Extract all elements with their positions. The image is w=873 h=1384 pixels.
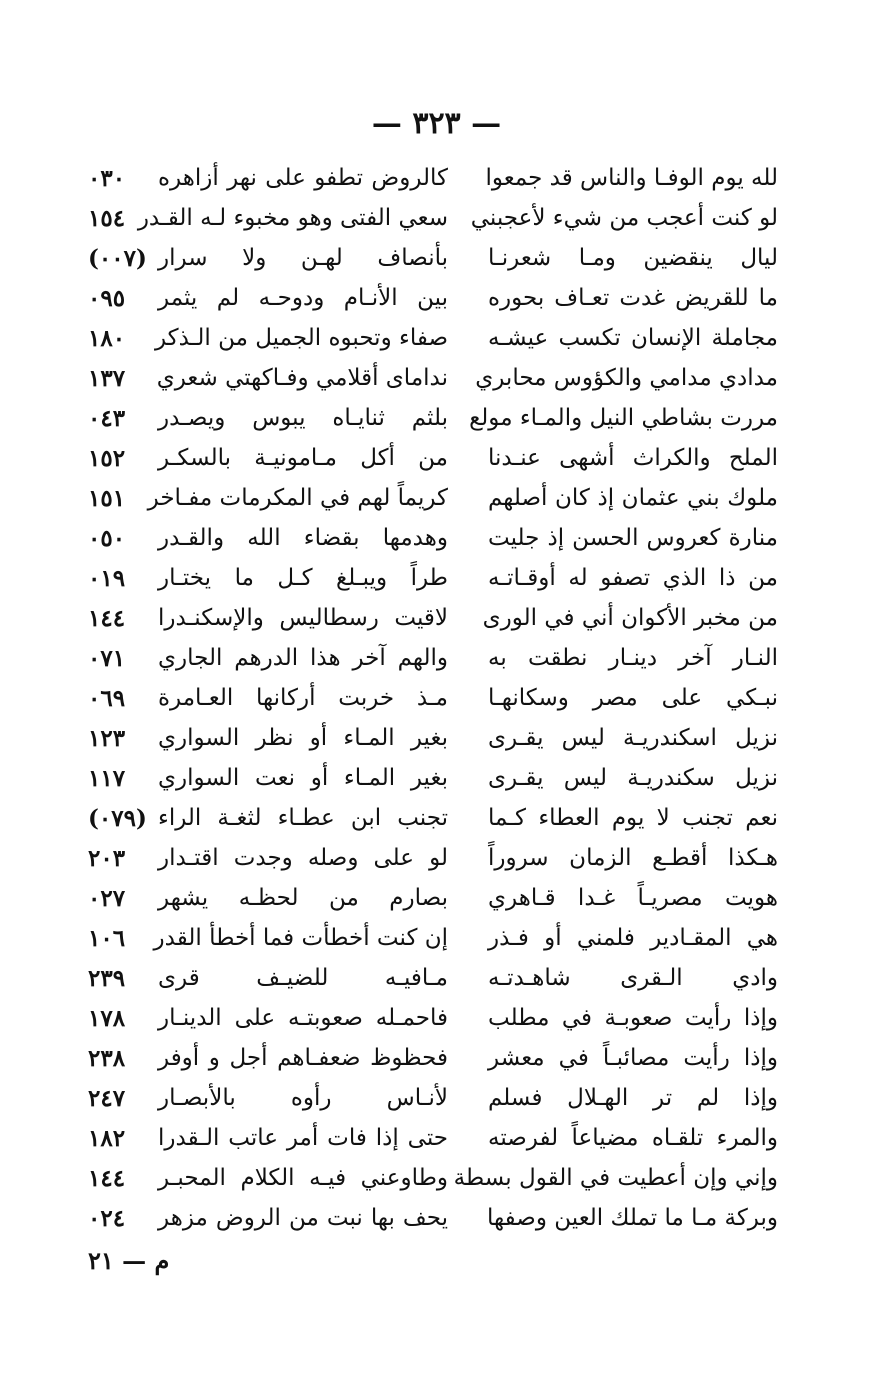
second-hemistich: وطاوعني فيـه الكلام المحبـر bbox=[158, 1165, 448, 1191]
second-hemistich: سعي الفتى وهو مخبوء لـه القـدر bbox=[137, 205, 448, 231]
verse-row bbox=[88, 1118, 778, 1158]
first-hemistich: من ذا الذي تصفو له أوقـاتـه bbox=[488, 565, 778, 591]
verse-row bbox=[88, 598, 778, 638]
entry-number: ٠٢٤ bbox=[88, 1204, 126, 1232]
second-hemistich: بلثم ثنايـاه يبوس ويصـدر bbox=[158, 405, 448, 431]
entry-number: ١٨٠ bbox=[88, 324, 126, 352]
entry-number: ١٠٦ bbox=[88, 924, 126, 952]
first-hemistich: ما للقريض غدت تعـاف بحوره bbox=[488, 285, 778, 311]
first-hemistich: نعم تجنب لا يوم العطاء كـما bbox=[488, 805, 778, 831]
first-hemistich: منارة كعروس الحسن إذ جليت bbox=[488, 525, 778, 551]
second-hemistich: لأنـاس رأوه بالأبصـار bbox=[158, 1085, 448, 1111]
verse-row bbox=[88, 678, 778, 718]
first-hemistich: نزيل اسكندريـة ليس يقـرى bbox=[488, 725, 778, 751]
entry-number: (٠٠٧) bbox=[88, 244, 147, 272]
first-hemistich: وبركة مـا ما تملك العين وصفها bbox=[487, 1205, 778, 1231]
second-hemistich: فاحمـله صعوبتـه على الدينـار bbox=[158, 1005, 448, 1031]
entry-number: ٠١٩ bbox=[88, 564, 126, 592]
second-hemistich: حتى إذا فات أمر عاتب الـقدرا bbox=[158, 1125, 448, 1151]
second-hemistich: وهدمها بقضاء الله والقـدر bbox=[158, 525, 448, 551]
first-hemistich: الملح والكراث أشهى عنـدنا bbox=[488, 445, 778, 471]
first-hemistich: ملوك بني عثمان إذ كان أصلهم bbox=[488, 485, 778, 511]
second-hemistich: تجنب ابن عطـاء لثغـة الراء bbox=[158, 805, 448, 831]
verse-row bbox=[88, 438, 778, 478]
verse-row bbox=[88, 798, 778, 838]
entry-number: ١٨٢ bbox=[88, 1124, 126, 1152]
first-hemistich: وادي الـقرى شاهـدتـه bbox=[488, 965, 778, 991]
second-hemistich: مـذ خربت أركانها العـامرة bbox=[158, 685, 448, 711]
second-hemistich: طراً ويبـلغ كـل ما يختـار bbox=[158, 565, 448, 591]
verse-row bbox=[88, 1038, 778, 1078]
verse-row bbox=[88, 1158, 778, 1198]
second-hemistich: والهم آخر هذا الدرهم الجاري bbox=[158, 645, 448, 671]
verse-row bbox=[88, 318, 778, 358]
second-hemistich: صفاء وتحبوه الجميل من الـذكر bbox=[154, 325, 448, 351]
entry-number: ٠٩٥ bbox=[88, 284, 126, 312]
entry-number: ١٥١ bbox=[88, 484, 126, 512]
first-hemistich: نزيل سكندريـة ليس يقـرى bbox=[488, 765, 778, 791]
verse-row bbox=[88, 358, 778, 398]
verse-index bbox=[88, 158, 778, 1238]
verse-row bbox=[88, 998, 778, 1038]
verse-row bbox=[88, 918, 778, 958]
entry-number: ٢٣٨ bbox=[88, 1044, 126, 1072]
first-hemistich: من مخبر الأكوان أني في الورى bbox=[482, 605, 778, 631]
second-hemistich: من أكل مـامونيـة بالسكـر bbox=[158, 445, 448, 471]
entry-number: ٢٣٩ bbox=[88, 964, 126, 992]
verse-row bbox=[88, 718, 778, 758]
entry-number: ١٣٧ bbox=[88, 364, 126, 392]
first-hemistich: النـار آخر دينـار نطقت به bbox=[488, 645, 778, 671]
entry-number: ٠٣٠ bbox=[88, 164, 126, 192]
first-hemistich: هي المقـادير فلمني أو فـذر bbox=[488, 925, 778, 951]
second-hemistich: يحف بها نبت من الروض مزهر bbox=[158, 1205, 448, 1231]
entry-number: ٢٠٣ bbox=[88, 844, 126, 872]
second-hemistich: كالروض تطفو على نهر أزاهره bbox=[158, 165, 448, 191]
verse-row bbox=[88, 758, 778, 798]
second-hemistich: بصارم من لحظـه يشهر bbox=[158, 885, 448, 911]
verse-row bbox=[88, 238, 778, 278]
entry-number: ١١٧ bbox=[88, 764, 126, 792]
entry-number: ٠٢٧ bbox=[88, 884, 126, 912]
first-hemistich: مجاملة الإنسان تكسب عيشـه bbox=[488, 325, 778, 351]
entry-number: (٠٧٩) bbox=[88, 804, 147, 832]
page-number: — ٣٢٣ — bbox=[371, 106, 502, 141]
verse-row bbox=[88, 558, 778, 598]
verse-row bbox=[88, 398, 778, 438]
entry-number: ٠٧١ bbox=[88, 644, 126, 672]
entry-number: ١٤٤ bbox=[88, 604, 126, 632]
second-hemistich: إن كنت أخطأت فما أخطأ القدر bbox=[153, 925, 448, 951]
first-hemistich: لله يوم الوفـا والناس قد جمعوا bbox=[485, 165, 778, 191]
verse-row bbox=[88, 638, 778, 678]
verse-row bbox=[88, 518, 778, 558]
verse-row bbox=[88, 478, 778, 518]
second-hemistich: بين الأنـام ودوحـه لم يثمر bbox=[158, 285, 448, 311]
second-hemistich: بغير المـاء أو نعت السواري bbox=[158, 765, 448, 791]
verse-row bbox=[88, 278, 778, 318]
verse-row bbox=[88, 838, 778, 878]
second-hemistich: فحظوظ ضعفـاهم أجل و أوفر bbox=[158, 1045, 448, 1071]
entry-number: ٠٤٣ bbox=[88, 404, 126, 432]
first-hemistich: وإذا لم تر الهـلال فسلم bbox=[488, 1085, 778, 1111]
entry-number: ٢٤٧ bbox=[88, 1084, 126, 1112]
verse-row bbox=[88, 878, 778, 918]
first-hemistich: لو كنت أعجب من شيء لأعجبني bbox=[470, 205, 778, 231]
first-hemistich: نبـكي على مصر وسكانهـا bbox=[488, 685, 778, 711]
second-hemistich: لو على وصله وجدت اقتـدار bbox=[158, 845, 448, 871]
first-hemistich: مررت بشاطي النيل والمـاء مولع bbox=[469, 405, 778, 431]
first-hemistich: مدادي مدامي والكؤوس محابري bbox=[475, 365, 778, 391]
first-hemistich: هويت مصريـاً غـدا قـاهري bbox=[488, 885, 778, 911]
first-hemistich: وإذا رأيت مصائبـاً في معشر bbox=[488, 1045, 778, 1071]
entry-number: ١٥٤ bbox=[88, 204, 126, 232]
first-hemistich: ليال ينقضين ومـا شعرنـا bbox=[488, 245, 778, 271]
verse-row bbox=[88, 158, 778, 198]
verse-row bbox=[88, 1198, 778, 1238]
signature-mark: م — ٢١ bbox=[88, 1246, 170, 1275]
second-hemistich: ندامای أقلامي وفـاكهتي شعري bbox=[156, 365, 448, 391]
second-hemistich: مـافيـه للضيـف قرى bbox=[158, 965, 448, 991]
second-hemistich: بأنصاف لهـن ولا سرار bbox=[158, 245, 448, 271]
verse-row bbox=[88, 958, 778, 998]
verse-row bbox=[88, 1078, 778, 1118]
entry-number: ١٧٨ bbox=[88, 1004, 126, 1032]
entry-number: ١٥٢ bbox=[88, 444, 126, 472]
verse-row bbox=[88, 198, 778, 238]
second-hemistich: كريماً لهم في المكرمات مفـاخر bbox=[147, 485, 448, 511]
entry-number: ١٤٤ bbox=[88, 1164, 126, 1192]
entry-number: ١٢٣ bbox=[88, 724, 126, 752]
second-hemistich: لاقيت رسطاليس والإسكنـدرا bbox=[158, 605, 448, 631]
entry-number: ٠٦٩ bbox=[88, 684, 126, 712]
first-hemistich: والمرء تلقـاه مضياعاً لفرصته bbox=[488, 1125, 778, 1151]
first-hemistich: هـكذا أقطـع الزمان سروراً bbox=[488, 845, 778, 871]
entry-number: ٠٥٠ bbox=[88, 524, 126, 552]
first-hemistich: وإني وإن أعطيت في القول بسطة bbox=[453, 1165, 778, 1191]
second-hemistich: بغير المـاء أو نظر السواري bbox=[158, 725, 448, 751]
first-hemistich: وإذا رأيت صعوبـة في مطلب bbox=[488, 1005, 778, 1031]
